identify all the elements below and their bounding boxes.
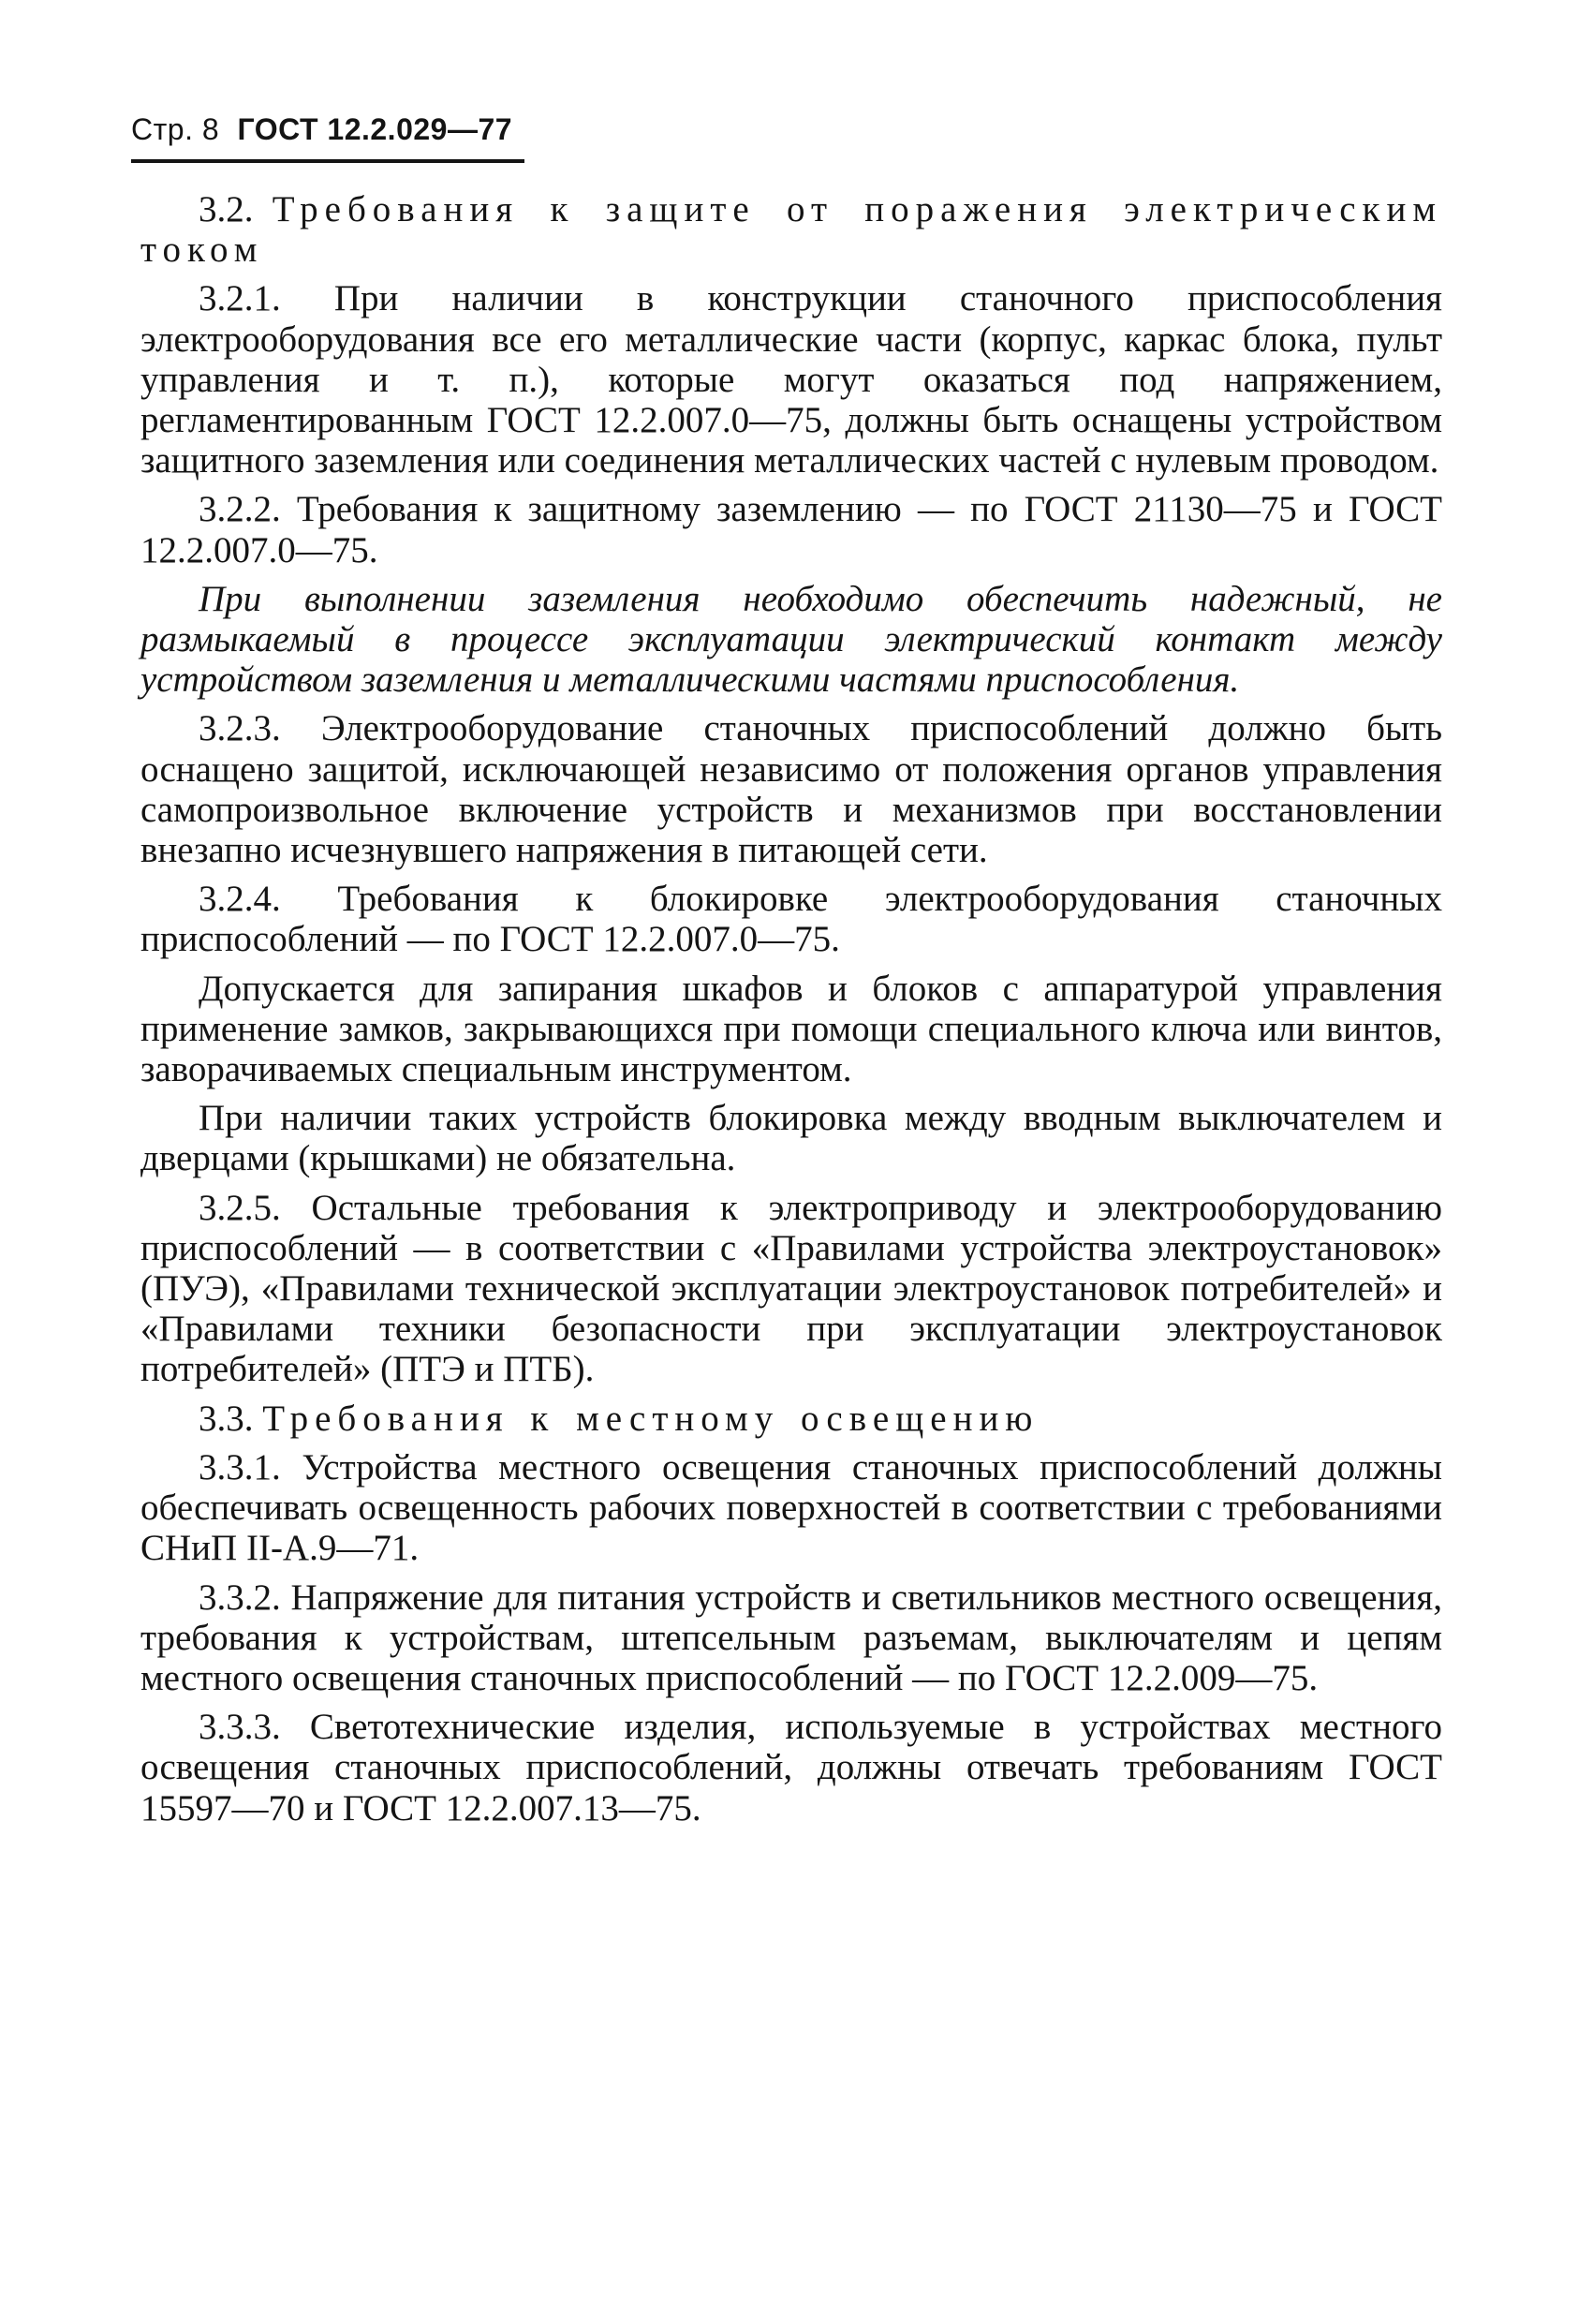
- document-code: ГОСТ 12.2.029—77: [237, 112, 513, 146]
- paragraph-grounding-note: При выполнении заземления необходимо обеспечить надежный, не размыкаемый в процессе эксплуатации электрический контакт между устройством заземления и металлическими частями приспособления.: [140, 578, 1442, 701]
- section-number: 3.3.: [199, 1398, 254, 1439]
- paragraph-3-3-3: 3.3.3. Светотехнические изделия, используемые в устройствах местного освещения станочных приспособлений, должны отвечать требованиям ГОСТ 15597—70 и ГОСТ 12.2.007.13—75.: [140, 1707, 1442, 1828]
- paragraph-interlock-note: При наличии таких устройств блокировка между вводным выключателем и дверцами (крышками) не обязательна.: [140, 1098, 1442, 1179]
- paragraph-3-2-2: 3.2.2. Требования к защитному заземлению — по ГОСТ 21130—75 и ГОСТ 12.2.007.0—75.: [140, 489, 1442, 570]
- section-number: 3.2.: [199, 189, 254, 229]
- paragraph-3-3-1: 3.3.1. Устройства местного освещения станочных приспособлений должны обеспечивать освещенность рабочих поверхностей в соответствии с требованиями СНиП II-А.9—71.: [140, 1446, 1442, 1569]
- paragraph-3-3-2: 3.3.2. Напряжение для питания устройств и светильников местного освещения, требования к устройствам, штепсельным разъемам, выключателям и цепям местного освещения станочных приспособлений — по ГОСТ 12.2.009—75.: [140, 1576, 1442, 1698]
- header-rule: [131, 159, 524, 163]
- page-number: Стр. 8: [131, 112, 220, 146]
- paragraph-locks-note: Допускается для запирания шкафов и блоков с аппаратурой управления применение замков, закрывающихся при помощи специального ключа или винтов, заворачиваемых специальным инструментом.: [140, 968, 1442, 1090]
- section-title: Требования к защите от поражения электрическим током: [140, 189, 1442, 271]
- document-page: [131, 111, 1442, 1837]
- paragraph-3-2-5: 3.2.5. Остальные требования к электроприводу и электрооборудованию приспособлений — в соответствии с «Правилами устройства электроустановок» (ПУЭ), «Правилами технической эксплуатации электроустановок потребителей» и «Правилами техники безопасности при эксплуатации электроустановок потребителей» (ПТЭ и ПТБ).: [140, 1187, 1442, 1390]
- running-header: [131, 111, 1442, 148]
- section-heading-3-3: [140, 1399, 1442, 1439]
- section-title: Требования к местному освещению: [262, 1398, 1040, 1439]
- paragraph-3-2-1: 3.2.1. При наличии в конструкции станочного приспособления электрооборудования все его металлические части (корпус, каркас блока, пульт управления и т. п.), которые могут оказаться под напряжением, регламентированным ГОСТ 12.2.007.0—75, должны быть оснащены устройством защитного заземления или соединения металлических частей с нулевым проводом.: [140, 278, 1442, 481]
- document-body: [140, 189, 1442, 1828]
- paragraph-3-2-3: 3.2.3. Электрооборудование станочных приспособлений должно быть оснащено защитой, исключающей независимо от положения органов управления самопроизвольное включение устройств и механизмов при восстановлении внезапно исчезнувшего напряжения в питающей сети.: [140, 708, 1442, 871]
- section-heading-3-2: [140, 189, 1442, 270]
- paragraph-3-2-4: 3.2.4. Требования к блокировке электрооборудования станочных приспособлений — по ГОСТ 12.2.007.0—75.: [140, 879, 1442, 960]
